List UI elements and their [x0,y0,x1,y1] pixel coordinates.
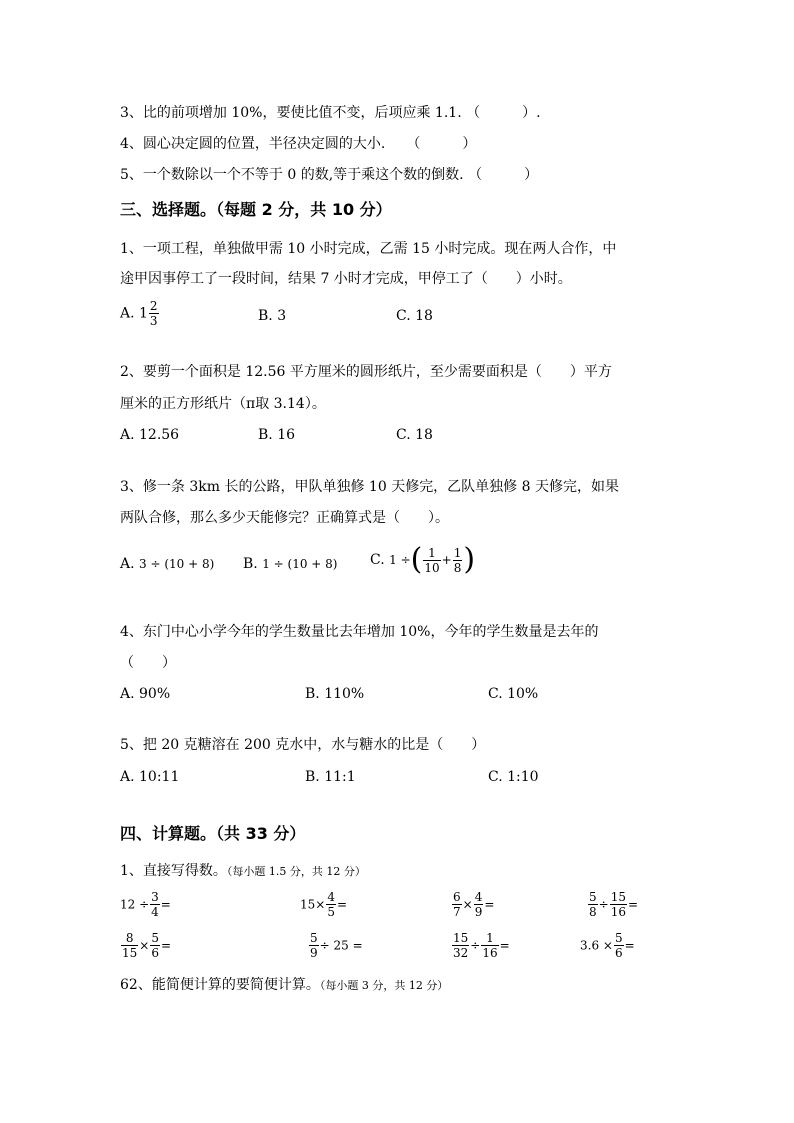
fraction: $\frac{2}{3}$ [149,299,158,328]
fraction: $\frac{5}{9}$ [310,931,318,960]
option-label: A. 1 [120,305,148,322]
s3-q1-line2: 途甲因事停工了一段时间，结果 7 小时才完成，甲停工了（ ）小时。 [120,271,572,287]
s3-q3-option-a [120,554,214,574]
fraction: $\frac{3}{4}$ [151,890,159,919]
expression: 1 ÷ (10 + 8) [262,557,338,571]
s3-q1-option-c: C. 18 [396,308,433,324]
calc-r1-d: $\frac{5}{8}$ ÷ $\frac{15}{16}$ = [589,890,639,919]
tf-question-5: 5、一个数除以一个不等于 0 的数,等于乘这个数的倒数. （ ） [120,167,539,183]
fraction: $\frac{4}{5}$ [327,890,335,919]
s3-q4-option-c: C. 10% [488,686,539,702]
fraction: $\frac{6}{7}$ [453,890,461,919]
tf-question-4: 4、圆心决定圆的位置，半径决定圆的大小. （ ） [120,136,477,152]
s3-q2-line2: 厘米的正方形纸片（π取 3.14）。 [120,396,326,412]
score-note: （每小题 3 分，共 12 分） [319,979,449,992]
s3-q4-option-b: B. 110% [305,686,365,702]
calc-r1-b: 15× $\frac{4}{5}$ = [300,890,348,919]
fraction: $\frac{5}{6}$ [614,931,623,960]
option-label: B. [243,556,258,572]
s3-q2-line1: 2、要剪一个面积是 12.56 平方厘米的圆形纸片，至少需要面积是（ ）平方 [120,364,612,380]
s3-q3-line2: 两队合修，那么多少天能修完？正确算式是（ ）。 [120,510,449,526]
fraction: $\frac{1}{10}$ [424,545,440,575]
calc-r2-d: 3.6 × $\frac{5}{6}$ = [580,931,635,960]
s3-q1-line1: 1、一项工程，单独做甲需 10 小时完成，乙需 15 小时完成。现在两人合作，中 [120,241,617,257]
s3-q1-option-b: B. 3 [258,308,287,324]
s3-q3-line1: 3、修一条 3km 长的公路，甲队单独修 10 天修完，乙队单独修 8 天修完，如果 [120,479,619,495]
option-label: C. [370,552,385,568]
calc-r2-b: $\frac{5}{9}$ ÷ 25 = [310,931,363,960]
fraction: $\frac{15}{32}$ [453,931,469,960]
s3-q3-option-b [243,554,337,574]
calc-r1-a: 12 ÷ $\frac{3}{4}$ = [120,890,171,919]
section4-heading: 四、计算题。（共 33 分） [120,824,306,843]
score-note: （每小题 1.5 分，共 12 分） [226,865,366,878]
s3-q5-option-a: A. 10:11 [120,769,180,785]
fraction: $\frac{1}{8}$ [453,545,462,575]
s3-q5-line1: 5、把 20 克糖溶在 200 克水中，水与糖水的比是（ ） [120,737,486,753]
s3-q4-line2: （ ） [120,655,176,671]
expression-prefix: 1 ÷ [389,553,411,567]
s3-q3-option-c [370,542,476,577]
plus-sign: + [441,553,452,567]
fraction: $\frac{1}{16}$ [482,931,498,960]
fraction: $\frac{5}{6}$ [151,931,159,960]
tf-question-3: 3、比的前项增加 10%，要使比值不变，后项应乘 1.1. （ ）. [120,105,541,121]
question-text: 62、能简便计算的要简便计算。 [120,977,320,993]
s3-q5-option-c: C. 1:10 [488,769,539,785]
fraction: $\frac{15}{16}$ [610,890,626,919]
s3-q2-option-b: B. 16 [258,427,296,443]
question-text: 1、直接写得数。 [120,863,227,879]
calc-r2-a: $\frac{8}{15}$ × $\frac{5}{6}$ = [122,931,172,960]
left-paren: ( [410,542,423,577]
fraction: $\frac{5}{8}$ [589,890,597,919]
option-label: A. [120,556,135,572]
calc-r2-c: $\frac{15}{32}$ ÷ $\frac{1}{16}$ = [453,931,510,960]
calc-r1-c: $\frac{6}{7}$ × $\frac{4}{9}$ = [453,890,495,919]
fraction: $\frac{4}{9}$ [474,890,483,919]
right-paren: ) [463,542,476,577]
s3-q2-option-a: A. 12.56 [120,427,180,443]
s3-q2-option-c: C. 18 [396,427,433,443]
s3-q5-option-b: B. 11:1 [305,769,356,785]
s4-q2-title [120,975,448,996]
s3-q4-option-a: A. 90% [120,686,171,702]
fraction: $\frac{8}{15}$ [122,931,138,960]
s3-q1-option-a [120,300,160,327]
expression: 3 ÷ (10 + 8) [139,557,215,571]
s4-q1-title [120,861,366,882]
s3-q4-line1: 4、东门中心小学今年的学生数量比去年增加 10%，今年的学生数量是去年的 [120,624,599,640]
section3-heading: 三、选择题。（每题 2 分，共 10 分） [120,200,392,219]
